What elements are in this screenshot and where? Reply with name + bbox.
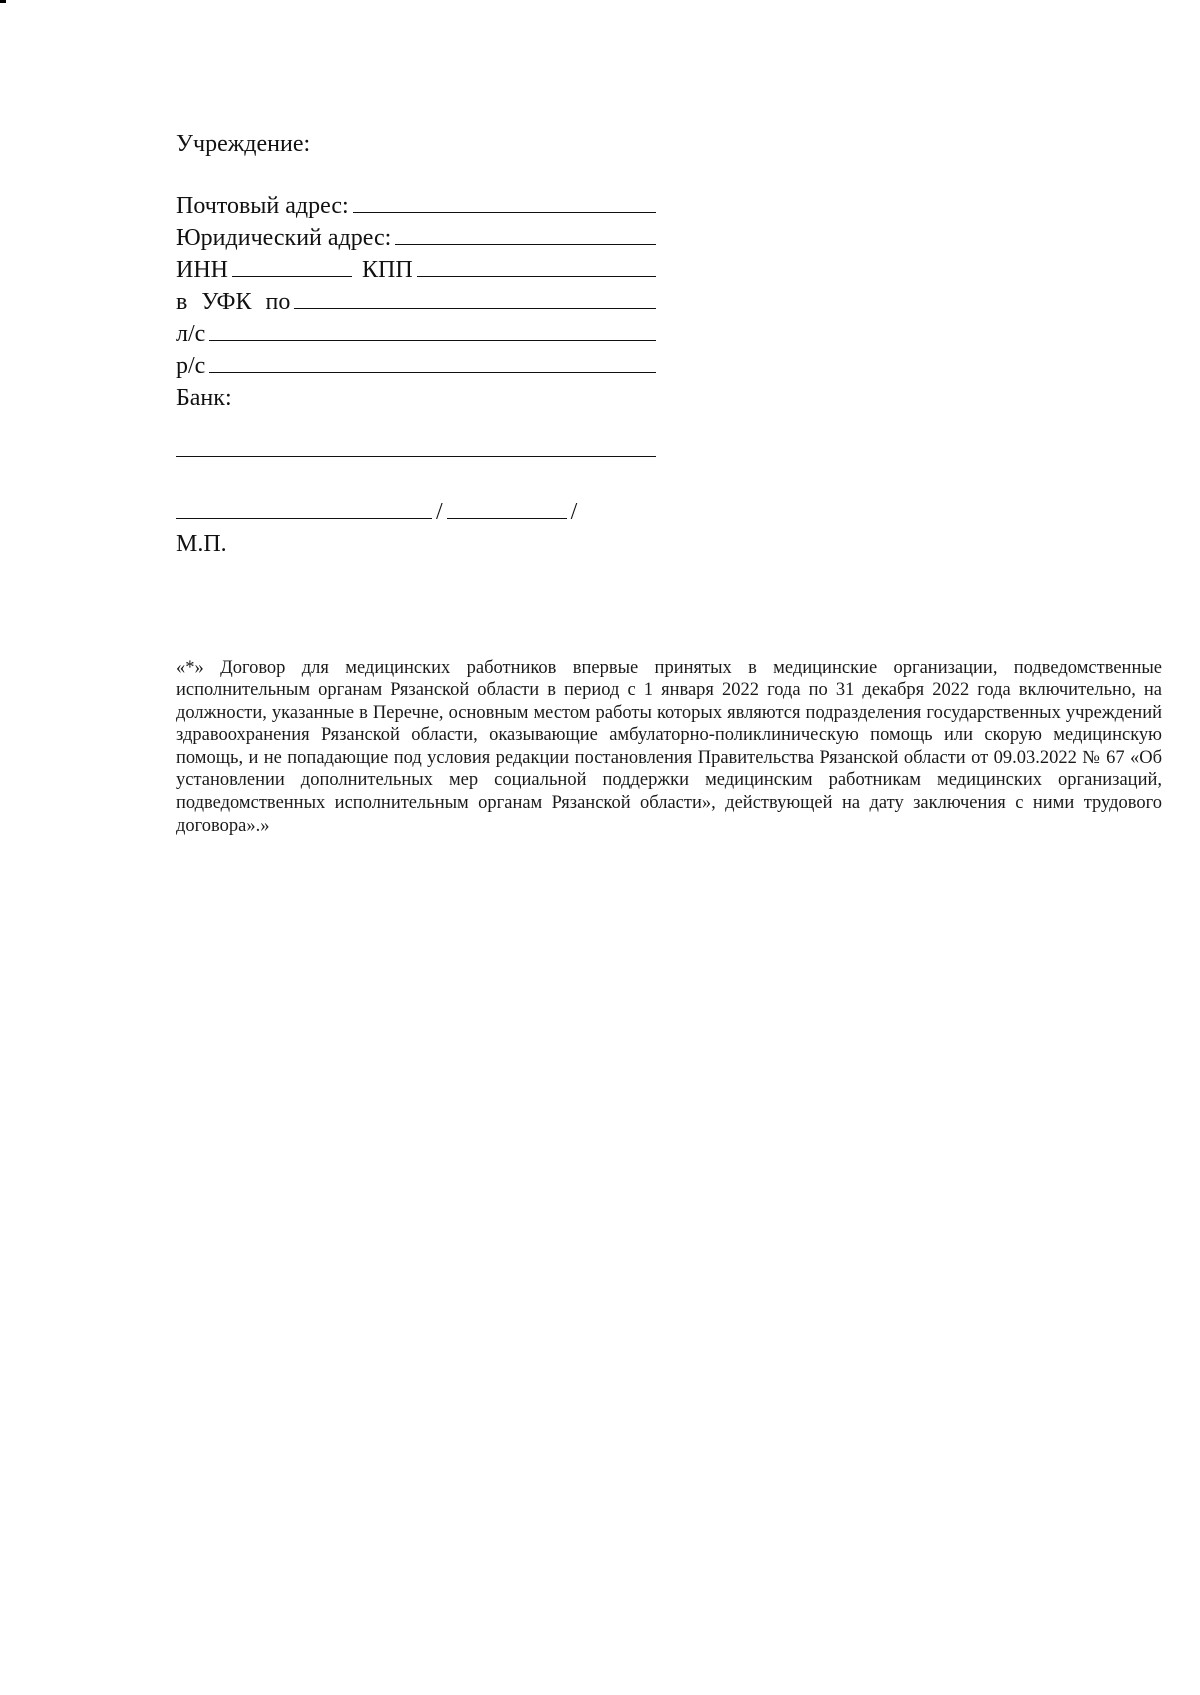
footnote-text: «*» Договор для медицинских работников впервые принятых в медицинские организации, подведомственные исполнительным органам Рязанской области в период с 1 января 2022 года по 31 декабря 2022 года включительно, на должности, указанные в Перечне, основным местом работы которых являются подразделения государственных учреждений здравоохранения Рязанской области, оказывающие амбулаторно-поликлиническую помощь или скорую медицинскую помощь, и не попадающие под условия редакции постановления Правительства Рязанской области от 09.03.2022 № 67 «Об установлении дополнительных мер социальной поддержки медицинским работникам медицинских организаций, подведомственных исполнительным органам Рязанской области», действующей на дату заключения с ними трудового договора».» <box>176 657 1162 836</box>
legal-address-row <box>176 222 656 254</box>
postal-address-row <box>176 190 656 222</box>
ufk-field[interactable] <box>294 286 656 309</box>
institution-row <box>176 128 656 160</box>
ufk-row <box>176 286 656 318</box>
ls-field[interactable] <box>209 318 656 341</box>
rs-field[interactable] <box>209 350 656 373</box>
postal-address-label: Почтовый адрес: <box>176 193 349 219</box>
ls-label: л/с <box>176 321 206 347</box>
bank-label: Банк: <box>176 385 232 411</box>
postal-address-field[interactable] <box>353 190 656 213</box>
requisites-form <box>176 128 656 560</box>
bank-row <box>176 382 656 414</box>
rs-label: р/с <box>176 353 206 379</box>
inn-label: ИНН <box>176 257 228 283</box>
signature-separator-end: / <box>570 499 578 525</box>
kpp-label: КПП <box>362 257 413 283</box>
ufk-label: в УФК по <box>176 289 291 315</box>
inn-kpp-row <box>176 254 656 286</box>
inn-field[interactable] <box>232 254 352 277</box>
bank-details-field[interactable] <box>176 434 656 457</box>
institution-label: Учреждение: <box>176 131 311 157</box>
bank-details-row <box>176 434 656 466</box>
stamp-label: М.П. <box>176 531 227 557</box>
rs-row <box>176 350 656 382</box>
signature-separator: / <box>436 499 443 525</box>
legal-address-label: Юридический адрес: <box>176 225 392 251</box>
legal-address-field[interactable] <box>395 222 656 245</box>
signature-row <box>176 496 656 528</box>
signatory-name-field[interactable] <box>447 496 567 519</box>
signature-field[interactable] <box>176 496 432 519</box>
kpp-field[interactable] <box>417 254 656 277</box>
scan-corner-mark <box>0 0 6 3</box>
ls-row <box>176 318 656 350</box>
stamp-row <box>176 528 656 560</box>
